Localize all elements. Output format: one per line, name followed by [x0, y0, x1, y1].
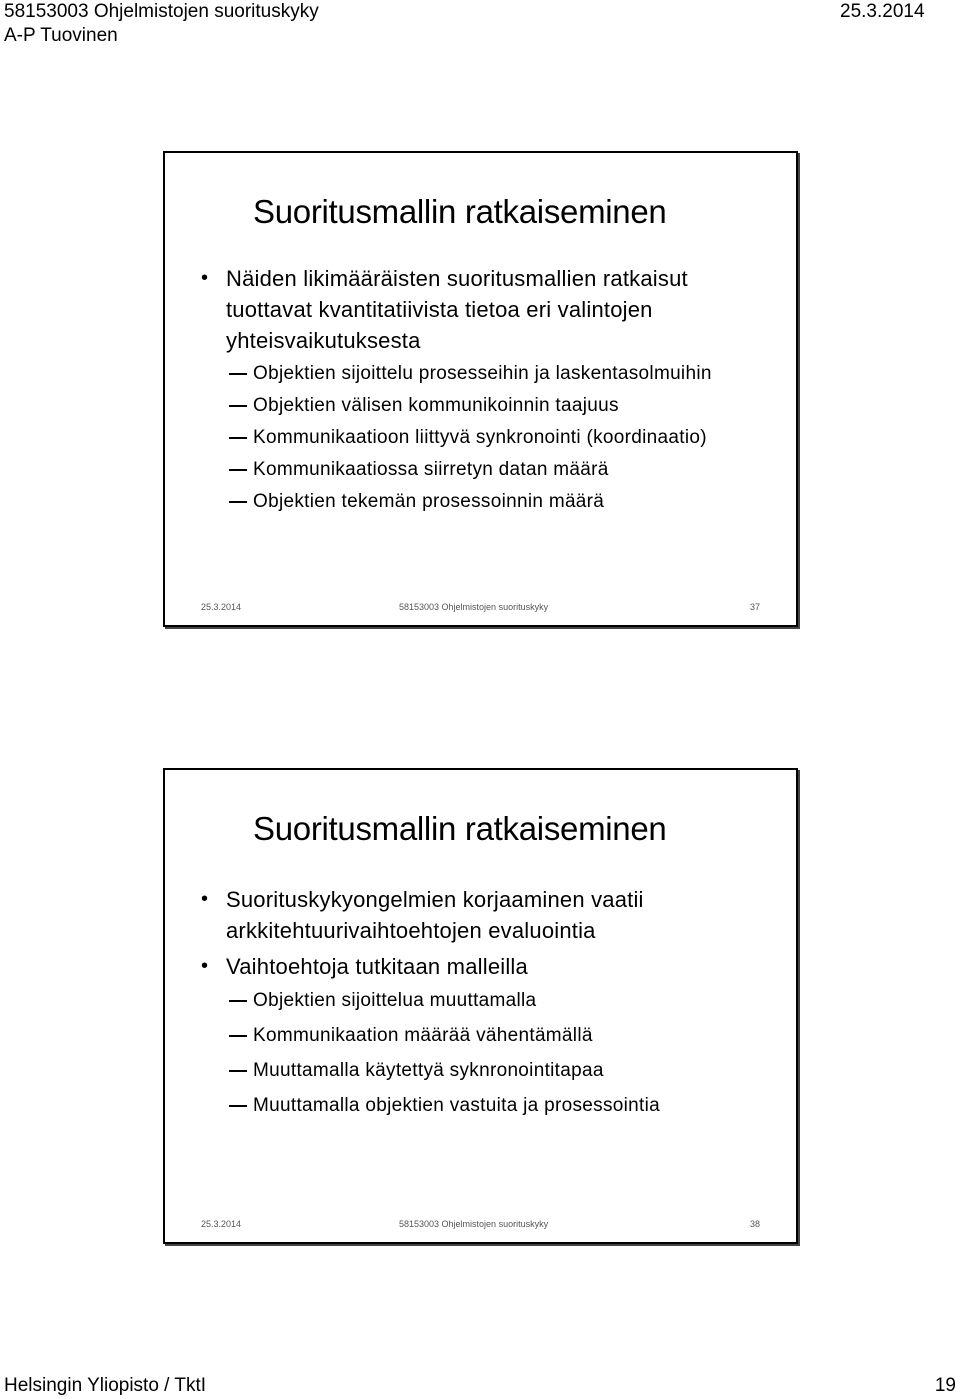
sub-item — [229, 488, 776, 515]
sub-item — [229, 1057, 776, 1084]
sub-item-text: Muuttamalla objektien vastuita ja prosessointia — [253, 1095, 660, 1116]
sub-item-text: Muuttamalla käytettyä syknronointitapaa — [253, 1060, 604, 1081]
sub-item — [229, 1092, 776, 1119]
sub-item-text: Objektien välisen kommunikoinnin taajuus — [253, 395, 619, 416]
slide-content — [201, 884, 776, 1127]
dash-icon — [229, 469, 247, 471]
header-date: 25.3.2014 — [840, 1, 925, 22]
bullet-dot-icon: • — [201, 267, 209, 289]
dash-icon — [229, 1105, 247, 1107]
sub-list — [229, 987, 776, 1119]
slide-content — [201, 263, 776, 520]
sub-item — [229, 456, 776, 483]
sub-item — [229, 360, 776, 387]
bullet-text: Vaihtoehtoja tutkitaan malleilla — [226, 954, 528, 979]
sub-item — [229, 424, 776, 451]
dash-icon — [229, 405, 247, 407]
header-course-title: 58153003 Ohjelmistojen suorituskyky — [4, 1, 319, 22]
sub-item-text: Kommunikaation määrää vähentämällä — [253, 1025, 593, 1046]
bullet-dot-icon: • — [201, 955, 209, 977]
slide-footer — [201, 600, 760, 614]
bullet-item — [201, 884, 776, 946]
slide-title: Suoritusmallin ratkaiseminen — [253, 810, 667, 847]
sub-item-text: Objektien tekemän prosessoinnin määrä — [253, 491, 605, 512]
sub-item-text: Kommunikaatioon liittyvä synkronointi (koordinaatio) — [253, 427, 707, 448]
slide-37 — [163, 151, 798, 627]
slide-number: 37 — [749, 602, 760, 612]
sub-item — [229, 1022, 776, 1049]
slide-footer-course: 58153003 Ohjelmistojen suorituskyky — [399, 602, 549, 612]
slide-footer-date: 25.3.2014 — [201, 602, 242, 612]
slide-footer-course: 58153003 Ohjelmistojen suorituskyky — [399, 1219, 549, 1229]
dash-icon — [229, 437, 247, 439]
dash-icon — [229, 501, 247, 503]
slide-title: Suoritusmallin ratkaiseminen — [253, 193, 667, 230]
dash-icon — [229, 1000, 247, 1002]
header-author: A-P Tuovinen — [4, 25, 118, 46]
slide-number: 38 — [749, 1219, 760, 1229]
page-number: 19 — [934, 1375, 956, 1396]
bullet-item — [201, 263, 776, 356]
bullet-dot-icon: • — [201, 888, 209, 910]
sub-item-text: Kommunikaatiossa siirretyn datan määrä — [253, 459, 609, 480]
dash-icon — [229, 1070, 247, 1072]
bullet-item — [201, 951, 776, 982]
slide-footer — [201, 1217, 760, 1231]
sub-item-text: Objektien sijoittelu prosesseihin ja laskentasolmuihin — [253, 363, 712, 384]
bullet-text: Suorituskykyongelmien korjaaminen vaatii arkkitehtuurivaihtoehtojen evaluointia — [226, 887, 644, 943]
slide-footer-date: 25.3.2014 — [201, 1219, 242, 1229]
dash-icon — [229, 373, 247, 375]
page-footer-institution: Helsingin Yliopisto / TktI — [4, 1375, 207, 1396]
sub-item — [229, 987, 776, 1014]
slide-38 — [163, 768, 798, 1244]
sub-item-text: Objektien sijoittelua muuttamalla — [253, 990, 537, 1011]
bullet-text: Näiden likimääräisten suoritusmallien ratkaisut tuottavat kvantitatiivista tietoa eri valintojen yhteisvaikutuksesta — [226, 266, 688, 353]
sub-item — [229, 392, 776, 419]
dash-icon — [229, 1035, 247, 1037]
sub-list — [229, 360, 776, 515]
